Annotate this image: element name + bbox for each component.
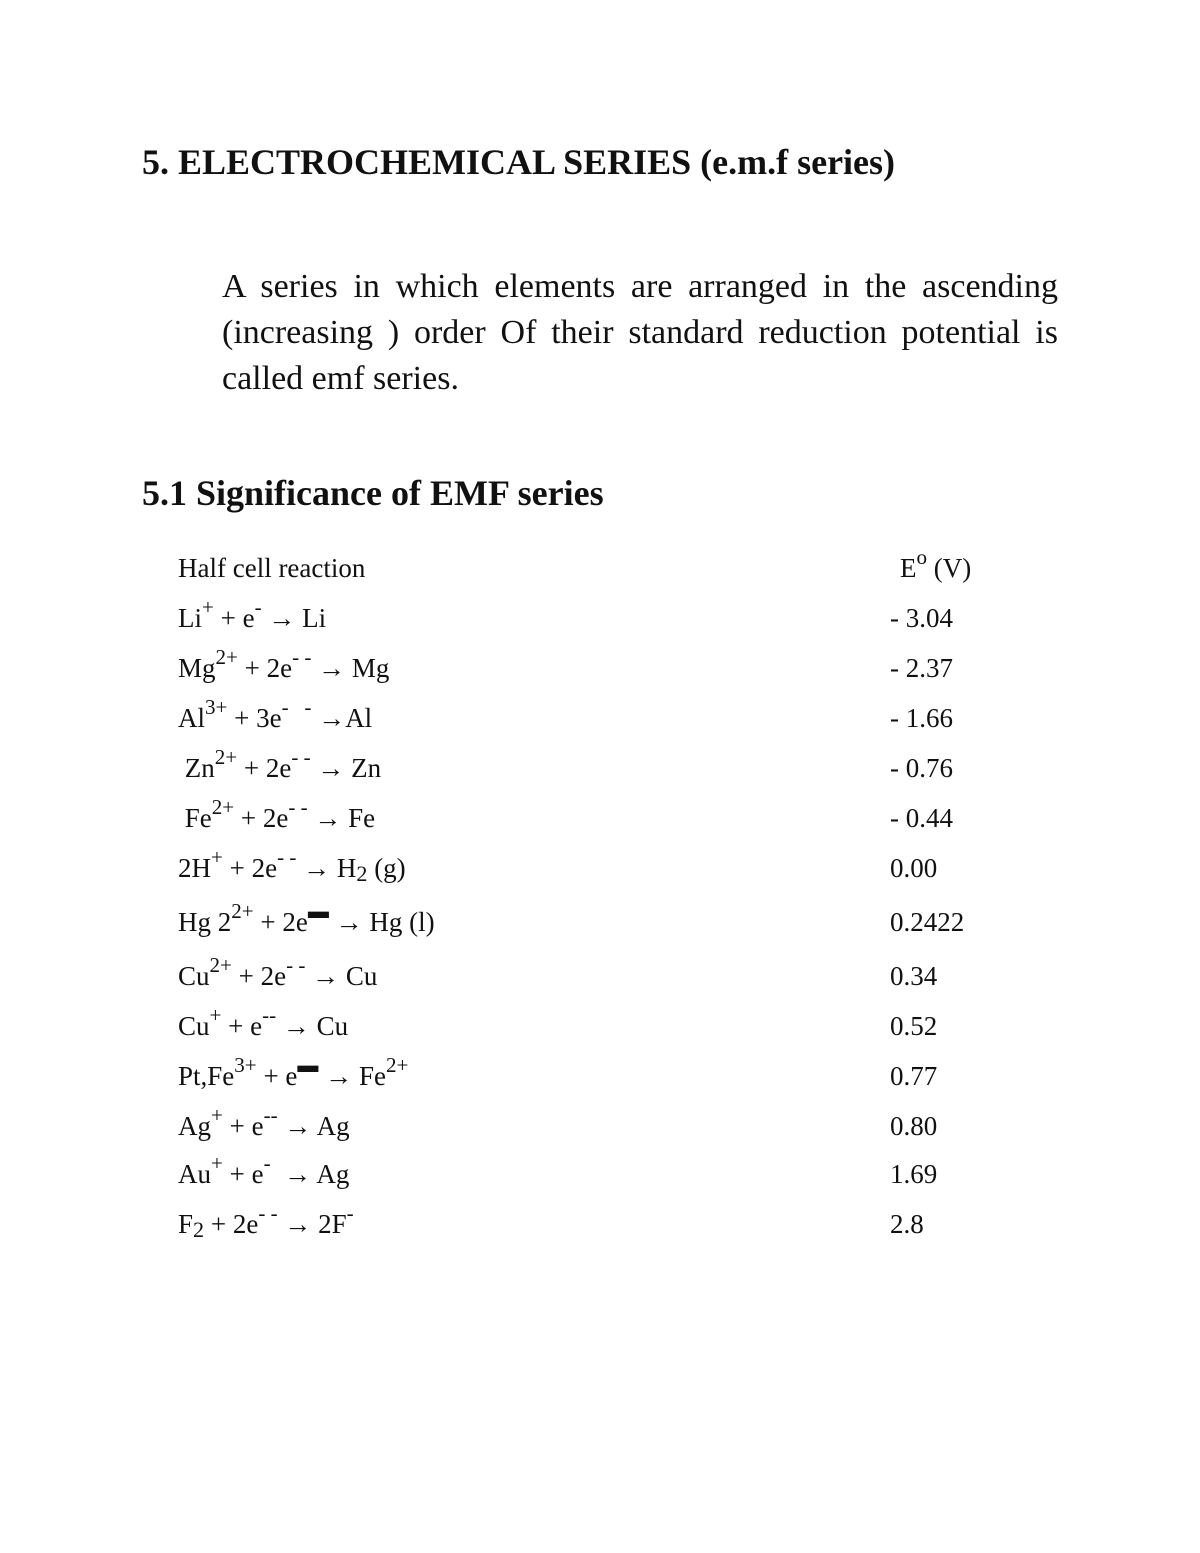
superscript: 3+ bbox=[234, 1052, 257, 1077]
potential-symbol: E bbox=[900, 553, 917, 583]
reaction-text: 2H bbox=[178, 853, 211, 883]
reaction-cell bbox=[178, 1002, 349, 1041]
reaction-cell bbox=[178, 694, 373, 733]
reaction-text: → H bbox=[296, 853, 357, 883]
potential-superscript: o bbox=[916, 544, 928, 569]
superscript: 2+ bbox=[209, 952, 232, 977]
table-row bbox=[178, 1100, 1008, 1140]
reaction-text: Al bbox=[178, 703, 205, 733]
reaction-text: + 2e bbox=[234, 803, 289, 833]
potential-value: 0.00 bbox=[890, 853, 938, 883]
potential-value: - 2.37 bbox=[890, 653, 953, 683]
superscript: ▬ bbox=[307, 898, 329, 923]
reaction-text: → Ag bbox=[277, 1111, 350, 1141]
superscript: + bbox=[209, 1002, 222, 1027]
subscript: 2 bbox=[193, 1216, 205, 1242]
reaction-text: Cu bbox=[178, 961, 210, 991]
table-row bbox=[178, 842, 1008, 886]
reaction-text: → 2F bbox=[277, 1209, 347, 1239]
reaction-text: → Fe bbox=[318, 1061, 386, 1091]
reaction-text: → Cu bbox=[305, 961, 378, 991]
reaction-text: + e bbox=[213, 603, 255, 633]
superscript: + bbox=[202, 594, 214, 619]
potential-value: 0.34 bbox=[890, 961, 938, 991]
superscript: 2+ bbox=[385, 1052, 409, 1077]
superscript: 2+ bbox=[231, 898, 254, 923]
reaction-text: + e bbox=[222, 1159, 264, 1189]
reaction-cell bbox=[178, 1102, 350, 1141]
superscript: + bbox=[211, 1102, 223, 1127]
table-row bbox=[178, 1148, 1008, 1188]
table-row bbox=[178, 642, 1008, 682]
superscript: - - bbox=[277, 844, 297, 869]
definition-paragraph: A series in which elements are arranged in the ascending (increasing ) order Of their standard reduction potential is called emf series. bbox=[222, 268, 1058, 397]
superscript: - - bbox=[292, 644, 312, 669]
superscript: - - bbox=[288, 794, 308, 819]
reaction-text: + 2e bbox=[237, 753, 292, 783]
reaction-text: + e bbox=[256, 1061, 298, 1091]
subscript: 2 bbox=[356, 860, 368, 886]
reaction-text: + 3e bbox=[227, 703, 282, 733]
table-row bbox=[178, 692, 1008, 732]
subsection-heading: 5.1 Significance of EMF series bbox=[142, 473, 604, 513]
superscript: - bbox=[263, 1150, 271, 1175]
reaction-cell bbox=[178, 1150, 350, 1189]
reaction-text: → Fe bbox=[307, 803, 376, 833]
potential-unit: (V) bbox=[927, 553, 972, 583]
reaction-text: + 2e bbox=[237, 653, 293, 683]
table-row bbox=[178, 592, 1008, 632]
potential-value: - 0.76 bbox=[890, 753, 953, 783]
reaction-text: Pt,Fe bbox=[178, 1061, 235, 1091]
potential-value: - 3.04 bbox=[890, 603, 953, 633]
reaction-cell bbox=[178, 644, 390, 683]
reaction-text: → Hg (l) bbox=[328, 907, 435, 937]
potential-value: 0.52 bbox=[890, 1011, 938, 1041]
superscript: - - bbox=[281, 694, 312, 719]
reaction-text: Zn bbox=[178, 753, 215, 783]
reaction-cell bbox=[178, 898, 435, 937]
reaction-text: (g) bbox=[367, 853, 406, 883]
reaction-text: Au bbox=[178, 1159, 211, 1189]
reaction-text: F bbox=[178, 1209, 194, 1239]
reaction-cell bbox=[178, 794, 376, 833]
potential-value: - 1.66 bbox=[890, 703, 953, 733]
reaction-text: + 2e bbox=[204, 1209, 259, 1239]
reaction-text: + 2e bbox=[222, 853, 278, 883]
potential-value: 1.69 bbox=[890, 1159, 938, 1189]
reaction-text: Mg bbox=[178, 653, 216, 683]
table-row bbox=[178, 950, 1008, 990]
table-row bbox=[178, 792, 1008, 832]
superscript: -- bbox=[262, 1002, 277, 1027]
header-potential-label bbox=[900, 544, 972, 583]
reaction-cell bbox=[178, 594, 327, 633]
reaction-text: → Ag bbox=[270, 1159, 350, 1189]
table-row bbox=[178, 1050, 1008, 1090]
table-row bbox=[178, 896, 1008, 936]
superscript: - - bbox=[286, 952, 306, 977]
reaction-text: → Zn bbox=[310, 753, 382, 783]
superscript: ▬ bbox=[297, 1052, 319, 1077]
reaction-text: Ag bbox=[178, 1111, 211, 1141]
table-row bbox=[178, 1000, 1008, 1040]
section-heading: 5. ELECTROCHEMICAL SERIES (e.m.f series) bbox=[142, 142, 896, 182]
superscript: + bbox=[211, 844, 223, 869]
reaction-text: →Al bbox=[311, 703, 373, 733]
reaction-cell bbox=[178, 952, 378, 991]
reaction-text: → Mg bbox=[311, 653, 390, 683]
reaction-cell bbox=[178, 844, 406, 886]
superscript: 2+ bbox=[214, 744, 238, 769]
superscript: + bbox=[211, 1150, 223, 1175]
superscript: - bbox=[346, 1200, 354, 1225]
superscript: - - bbox=[291, 744, 311, 769]
potential-value: - 0.44 bbox=[890, 803, 953, 833]
superscript: -- bbox=[263, 1102, 278, 1127]
table-row bbox=[178, 742, 1008, 782]
potential-value: 2.8 bbox=[890, 1209, 924, 1239]
reaction-text: Li bbox=[178, 603, 202, 633]
potential-value: 0.80 bbox=[890, 1111, 938, 1141]
potential-value: 0.2422 bbox=[890, 907, 965, 937]
superscript: 2+ bbox=[215, 644, 238, 669]
superscript: - bbox=[254, 594, 262, 619]
reaction-text: → Cu bbox=[276, 1011, 349, 1041]
superscript: 3+ bbox=[205, 694, 228, 719]
reaction-text: + 2e bbox=[253, 907, 308, 937]
reaction-text: Hg 2 bbox=[178, 907, 232, 937]
reaction-text: + 2e bbox=[231, 961, 287, 991]
potential-value: 0.77 bbox=[890, 1061, 938, 1091]
superscript: - - bbox=[258, 1200, 278, 1225]
table-row bbox=[178, 1198, 1008, 1242]
reaction-text: + e bbox=[222, 1111, 264, 1141]
reaction-text: Cu bbox=[178, 1011, 210, 1041]
reaction-cell bbox=[178, 1052, 409, 1091]
reaction-cell bbox=[178, 744, 382, 783]
superscript: 2+ bbox=[211, 794, 235, 819]
reaction-text: Fe bbox=[178, 803, 212, 833]
header-reaction-label: Half cell reaction bbox=[178, 553, 366, 583]
reaction-text: + e bbox=[221, 1011, 263, 1041]
table-header-row bbox=[178, 542, 1008, 582]
reaction-text: → Li bbox=[261, 603, 327, 633]
reaction-cell bbox=[178, 1200, 354, 1242]
